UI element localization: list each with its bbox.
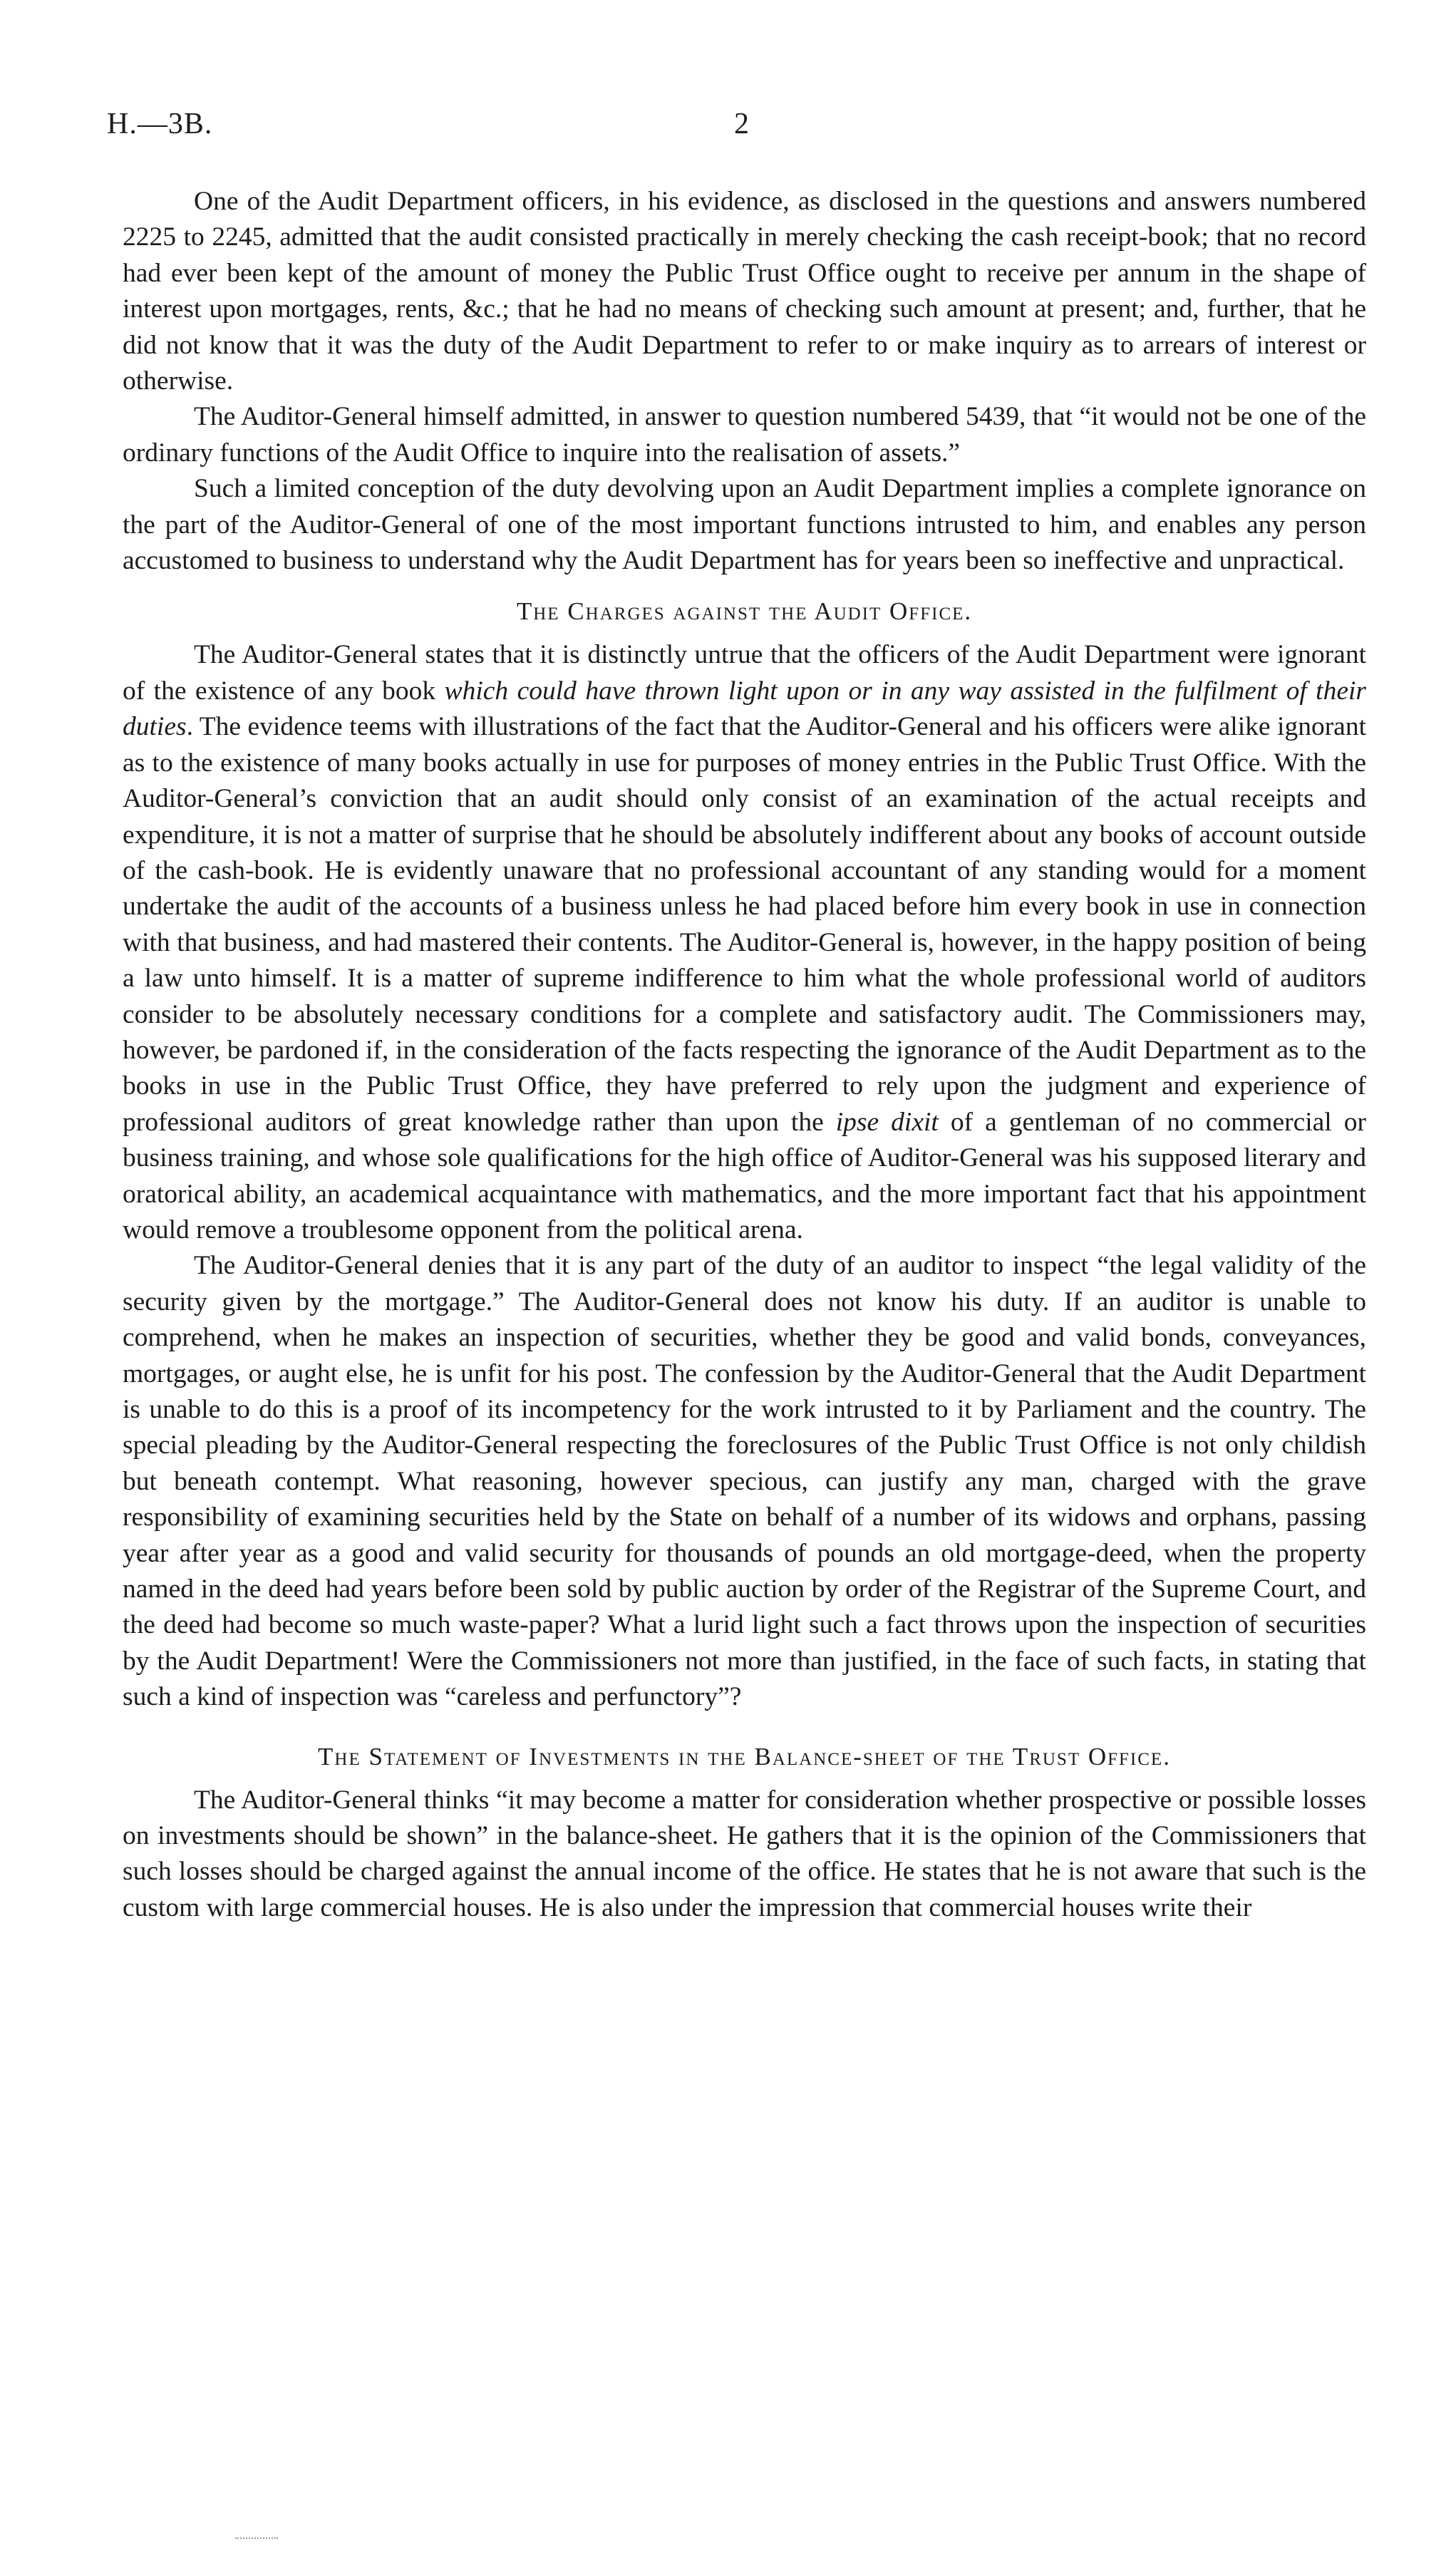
page-number: 2 (734, 108, 749, 140)
paragraph-text: . The evidence teems with illustrations of the fact that the Auditor-General and his officers were alike ignorant as to the existence of many books actually in use for purposes of money entries in the Public Trust Office. With the Auditor-General’s conviction that an audit should only consist of an examination of the actual receipts and expenditure, it is not a matter of surprise that he should be absolutely indifferent about any books of account outside of the cash-book. He is evidently unaware that no professional accountant of any standing would for a moment undertake the audit of the accounts of a business unless he had placed before him every book in use in connection with that business, and had mastered their contents. The Auditor-General is, however, in the happy position of being a law unto himself. It is a matter of supreme indifference to him what the whole professional world of auditors consider to be absolutely necessary conditions for a complete and satisfactory audit. The Commissioners may, however, be pardoned if, in the consideration of the facts respecting the ignorance of the Audit Department as to the books in use in the Public Trust Office, they have preferred to rely upon the judgment and experience of professional auditors of great knowledge rather than upon the (123, 712, 1366, 1137)
paragraph-legal-validity: The Auditor-General denies that it is any part of the duty of an auditor to inspect “the legal validity of the security given by the mortgage.” The Auditor-General does not know his duty. If an auditor is unable to comprehend, when he makes an inspection of securities, whether they be good and valid bonds, conveyances, mortgages, or aught else, he is unfit for his post. The confession by the Auditor-General that the Audit Department is unable to do this is a proof of its incompetency for the work intrusted to it by Parliament and the country. The special pleading by the Auditor-General respecting the foreclosures of the Public Trust Office is not only childish but beneath contempt. What reasoning, however specious, can justify any man, charged with the grave responsibility of examining securities held by the State on behalf of a number of its widows and orphans, passing year after year as a good and valid security for thousands of pounds an old mortgage-deed, when the property named in the deed had years before been sold by public auction by order of the Registrar of the Supreme Court, and the deed had become so much waste-paper? What a lurid light such a fact throws upon the inspection of securities by the Audit Department! Were the Commissioners not more than justified, in the face of such facts, in stating that such a kind of inspection was “careless and perfunctory”? (123, 1251, 1366, 1712)
page-header (107, 107, 1361, 150)
paragraph-text: of a gentleman of no commercial or business training, and whose sole qualifications for the high office of Auditor-General was his supposed literary and oratorical ability, an academical acquaintance with mathematics, and the more important fact that his appointment would remove a troublesome opponent from the political arena. (123, 1107, 1366, 1244)
section-heading-investments: The Statement of Investments in the Balance-sheet of the Trust Office. (318, 1742, 1171, 1771)
document-body (123, 184, 1366, 1926)
italic-latin-phrase: ipse dixit (835, 1107, 939, 1137)
italic-quote: which could have thrown light upon or in any way assisted in the fulfilment of their duties (123, 676, 1366, 742)
paragraph-auditor-general-admission: The Auditor-General himself admitted, in answer to question numbered 5439, that “it would not be one of the ordinary functions of the Audit Office to inquire into the realisation of assets.” (123, 402, 1366, 468)
paragraph-limited-conception: Such a limited conception of the duty devolving upon an Audit Department implies a complete ignorance on the part of the Auditor-General of one of the most important functions intrusted to him, and enables any person accustomed to business to understand why the Audit Department has for years been so ineffective and unpractical. (123, 474, 1366, 576)
paragraph-books-ignorance (123, 637, 1366, 1248)
section-heading-charges: The Charges against the Audit Office. (516, 597, 973, 626)
paragraph-audit-officer-evidence: One of the Audit Department officers, in his evidence, as disclosed in the questions and answers numbered 2225 to 2245, admitted that the audit consisted practically in merely checking the cash receipt-book; that no record had ever been kept of the amount of money the Public Trust Office ought to receive per annum in the shape of interest upon mortgages, rents, &c.; that he had no means of checking such amount at present; and, further, that he did not know that it was the duty of the Audit Department to refer to or make inquiry as to arrears of interest or otherwise. (123, 187, 1366, 396)
paragraph-prospective-losses: The Auditor-General thinks “it may become a matter for consideration whether prospective or possible losses on investments should be shown” in the balance-sheet. He gathers that it is the opinion of the Commissioners that such losses should be charged against the annual income of the office. He states that he is not aware that such is the custom with large commercial houses. He is also under the impression that commercial houses write their (123, 1785, 1366, 1922)
scan-artifact (235, 2537, 278, 2543)
document-reference: H.—3B. (107, 108, 213, 140)
paragraph-text: The Auditor-General states that it is distinctly untrue that the officers of the Audit Department were ignorant of the existence of any book (123, 640, 1366, 706)
